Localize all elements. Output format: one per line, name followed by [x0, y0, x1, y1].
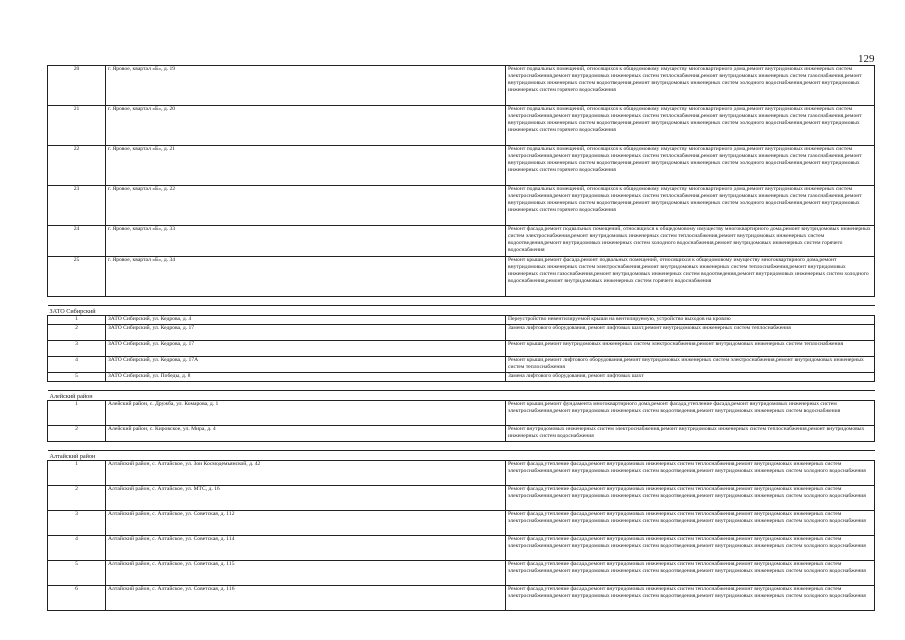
works-cell: Ремонт подвальных помещений, относящихся к общедомовому имуществу многоквартирного дома,ремонт внутридомовых инженерных систем электроснабжения,ремонт внутридомовых инженерных систем теплоснабжения,ремонт внутридомовых инженерных систем газоснабжения,ремонт внутридомовых инженерных систем водоотведения,ремонт внутридомовых инженерных систем холодного водоснабжения,ремонт внутридомовых инженерных систем горячего водоснабжения — [506, 106, 875, 146]
works-cell: Переустройство невентилируемой крыши на вентилируемую, устройство выходов на кровлю — [506, 316, 875, 325]
address-cell: ЗАТО Сибирский, ул. Кедрова, д. 17А — [106, 357, 506, 373]
address-cell: Алейский район, с. Кировское, ул. Мира, д. 4 — [106, 426, 506, 442]
section-spacer-cell — [48, 442, 875, 451]
region-header-row — [48, 306, 875, 316]
table-row — [48, 226, 875, 257]
table-row — [48, 146, 875, 186]
table-row — [48, 401, 875, 426]
address-cell: г. Яровое, квартал «Б», д. 20 — [106, 106, 506, 146]
row-number: 23 — [48, 186, 106, 226]
works-cell: Замена лифтового оборудования, ремонт лифтовых шахт,ремонт внутридомовых инженерных систем теплоснабжения — [506, 325, 875, 341]
table-row — [48, 486, 875, 511]
table-row — [48, 511, 875, 536]
row-number: 6 — [48, 586, 106, 611]
address-cell: Алтайский район, с. Алтайское, ул. МТС, д. 16 — [106, 486, 506, 511]
table-row — [48, 536, 875, 561]
row-number: 1 — [48, 316, 106, 325]
address-cell: г. Яровое, квартал «Б», д. 19 — [106, 66, 506, 106]
table-row — [48, 461, 875, 486]
section-spacer — [48, 382, 875, 391]
works-cell: Ремонт подвальных помещений, относящихся к общедомовому имуществу многоквартирного дома,ремонт внутридомовых инженерных систем электроснабжения,ремонт внутридомовых инженерных систем теплоснабжения,ремонт внутридомовых инженерных систем газоснабжения,ремонт внутридомовых инженерных систем водоотведения,ремонт внутридомовых инженерных систем холодного водоснабжения,ремонт внутридомовых инженерных систем горячего водоснабжения — [506, 146, 875, 186]
address-cell: ЗАТО Сибирский, ул. Кедрова, д. 17 — [106, 341, 506, 357]
address-cell: Алтайский район, с. Алтайское, ул. Советская, д. 112 — [106, 511, 506, 536]
registry-body — [48, 66, 875, 611]
section-spacer-cell — [48, 382, 875, 391]
table-row — [48, 341, 875, 357]
row-number: 5 — [48, 561, 106, 586]
works-cell: Ремонт крыши,ремонт фундамента многоквартирного дома,ремонт фасада,утепление фасада,ремонт внутридомовых инженерных систем электроснабжения,ремонт внутридомовых инженерных систем водоотведения,ремонт внутридомовых инженерных систем водоснабжения — [506, 401, 875, 426]
address-cell: ЗАТО Сибирский, ул. Кедрова, д. 4 — [106, 316, 506, 325]
address-cell: г. Яровое, квартал «Б», д. 34 — [106, 257, 506, 297]
address-cell: ЗАТО Сибирский, ул. Кедрова, д. 17 — [106, 325, 506, 341]
address-cell: г. Яровое, квартал «Б», д. 33 — [106, 226, 506, 257]
row-number: 3 — [48, 511, 106, 536]
works-cell: Ремонт крыши,ремонт внутридомовых инженерных систем электроснабжения,ремонт внутридомовых инженерных систем теплоснабжения — [506, 341, 875, 357]
works-cell: Ремонт крыши,ремонт лифтового оборудования,ремонт внутридомовых инженерных систем электроснабжения,ремонт внутридомовых инженерных систем теплоснабжения — [506, 357, 875, 373]
address-cell: Алтайский район, с. Алтайское, ул. Советская, д. 114 — [106, 536, 506, 561]
row-number: 5 — [48, 373, 106, 382]
works-cell: Ремонт крыши,ремонт фасада,ремонт подвальных помещений, относящихся к общедомовому имуществу многоквартирного дома,ремонт внутридомовых инженерных систем электроснабжения,ремонт внутридомовых инженерных систем теплоснабжения,ремонт внутридомовых инженерных систем газоснабжения,ремонт внутридомовых инженерных систем водоотведения,ремонт внутридомовых инженерных систем холодного водоснабжения,ремонт внутридомовых инженерных систем горячего водоснабжения — [506, 257, 875, 297]
row-number: 2 — [48, 325, 106, 341]
address-cell: ЗАТО Сибирский, ул. Победы, д. 8 — [106, 373, 506, 382]
address-cell: г. Яровое, квартал «Б», д. 21 — [106, 146, 506, 186]
row-number: 3 — [48, 341, 106, 357]
row-number: 21 — [48, 106, 106, 146]
address-cell: Алейский район, с. Дружба, ул. Комарова, д. 1 — [106, 401, 506, 426]
works-cell: Ремонт подвальных помещений, относящихся к общедомовому имуществу многоквартирного дома,ремонт внутридомовых инженерных систем электроснабжения,ремонт внутридомовых инженерных систем теплоснабжения,ремонт внутридомовых инженерных систем газоснабжения,ремонт внутридомовых инженерных систем водоотведения,ремонт внутридомовых инженерных систем холодного водоснабжения,ремонт внутридомовых инженерных систем горячего водоснабжения — [506, 186, 875, 226]
region-name: Алтайский район — [48, 451, 875, 461]
row-number: 25 — [48, 257, 106, 297]
row-number: 22 — [48, 146, 106, 186]
works-cell: Ремонт фасада,ремонт подвальных помещений, относящихся к общедомовому имуществу многоквартирного дома,ремонт внутридомовых инженерных систем электроснабжения,ремонт внутридомовых инженерных систем теплоснабжения,ремонт внутридомовых инженерных систем водоотведения,ремонт внутридомовых инженерных систем холодного водоснабжения,ремонт внутридомовых инженерных систем горячего водоснабжения — [506, 226, 875, 257]
works-cell: Ремонт внутридомовых инженерных систем электроснабжения,ремонт внутридомовых инженерных систем теплоснабжения,ремонт внутридомовых инженерных систем водоснабжения — [506, 426, 875, 442]
works-cell: Ремонт подвальных помещений, относящихся к общедомовому имуществу многоквартирного дома,ремонт внутридомовых инженерных систем электроснабжения,ремонт внутридомовых инженерных систем теплоснабжения,ремонт внутридомовых инженерных систем газоснабжения,ремонт внутридомовых инженерных систем водоотведения,ремонт внутридомовых инженерных систем холодного водоснабжения,ремонт внутридомовых инженерных систем горячего водоснабжения — [506, 66, 875, 106]
row-number: 20 — [48, 66, 106, 106]
works-cell: Ремонт фасада,утепление фасада,ремонт внутридомовых инженерных систем теплоснабжения,ремонт внутридомовых инженерных систем электроснабжения,ремонт внутридомовых инженерных систем водоотведения,ремонт внутридомовых инженерных систем холодного водоснабжения — [506, 536, 875, 561]
region-name: ЗАТО Сибирский — [48, 306, 875, 316]
repair-registry-table — [47, 65, 875, 611]
table-row — [48, 373, 875, 382]
table-row — [48, 257, 875, 297]
address-cell: Алтайский район, с. Алтайское, ул. Зои Космодемьянской, д. 42 — [106, 461, 506, 486]
section-spacer — [48, 442, 875, 451]
address-cell: Алтайский район, с. Алтайское, ул. Советская, д. 115 — [106, 561, 506, 586]
section-spacer — [48, 297, 875, 306]
page-number: 129 — [858, 53, 875, 65]
table-row — [48, 586, 875, 611]
works-cell: Ремонт фасада,утепление фасада,ремонт внутридомовых инженерных систем теплоснабжения,ремонт внутридомовых инженерных систем электроснабжения,ремонт внутридомовых инженерных систем водоотведения,ремонт внутридомовых инженерных систем холодного водоснабжения — [506, 586, 875, 611]
row-number: 1 — [48, 401, 106, 426]
table-row — [48, 316, 875, 325]
table-row — [48, 106, 875, 146]
table-row — [48, 357, 875, 373]
table-row — [48, 426, 875, 442]
table-row — [48, 186, 875, 226]
address-cell: Алтайский район, с. Алтайское, ул. Советская, д. 116 — [106, 586, 506, 611]
region-header-row — [48, 391, 875, 401]
works-cell: Ремонт фасада,утепление фасада,ремонт внутридомовых инженерных систем теплоснабжения,ремонт внутридомовых инженерных систем электроснабжения,ремонт внутридомовых инженерных систем водоотведения,ремонт внутридомовых инженерных систем холодного водоснабжения — [506, 461, 875, 486]
row-number: 4 — [48, 536, 106, 561]
row-number: 4 — [48, 357, 106, 373]
works-cell: Ремонт фасада,утепление фасада,ремонт внутридомовых инженерных систем теплоснабжения,ремонт внутридомовых инженерных систем электроснабжения,ремонт внутридомовых инженерных систем водоотведения,ремонт внутридомовых инженерных систем холодного водоснабжения — [506, 561, 875, 586]
table-row — [48, 325, 875, 341]
table-row — [48, 561, 875, 586]
section-spacer-cell — [48, 297, 875, 306]
address-cell: г. Яровое, квартал «Б», д. 22 — [106, 186, 506, 226]
works-cell: Ремонт фасада,утепление фасада,ремонт внутридомовых инженерных систем теплоснабжения,ремонт внутридомовых инженерных систем электроснабжения,ремонт внутридомовых инженерных систем водоотведения,ремонт внутридомовых инженерных систем холодного водоснабжения — [506, 486, 875, 511]
row-number: 2 — [48, 426, 106, 442]
region-header-row — [48, 451, 875, 461]
works-cell: Замена лифтового оборудования, ремонт лифтовых шахт — [506, 373, 875, 382]
row-number: 24 — [48, 226, 106, 257]
table-row — [48, 66, 875, 106]
row-number: 2 — [48, 486, 106, 511]
region-name: Алейский район — [48, 391, 875, 401]
works-cell: Ремонт фасада,утепление фасада,ремонт внутридомовых инженерных систем теплоснабжения,ремонт внутридомовых инженерных систем электроснабжения,ремонт внутридомовых инженерных систем водоотведения,ремонт внутридомовых инженерных систем холодного водоснабжения — [506, 511, 875, 536]
row-number: 1 — [48, 461, 106, 486]
